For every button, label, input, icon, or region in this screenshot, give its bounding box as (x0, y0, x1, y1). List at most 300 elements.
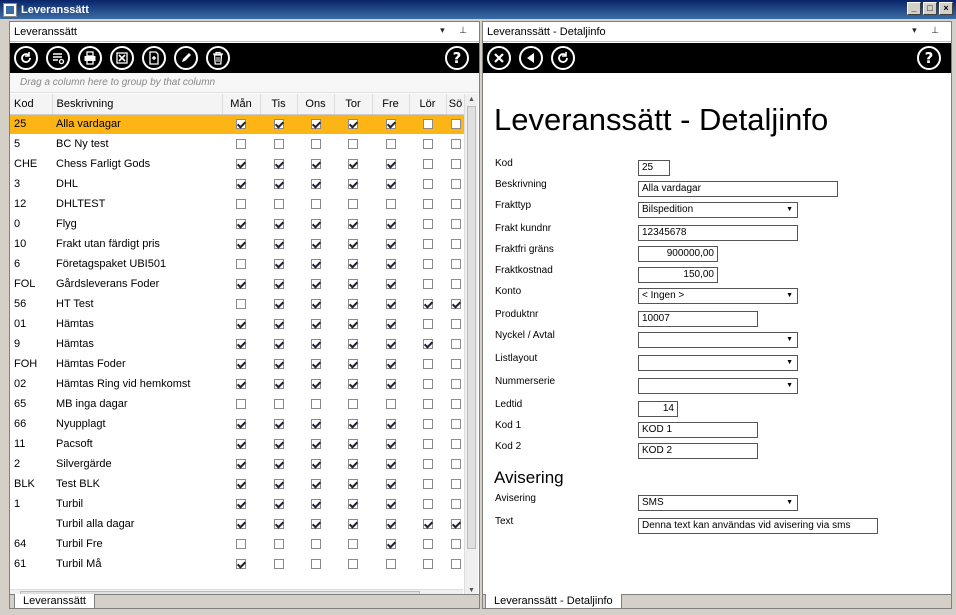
cell-day (260, 134, 297, 154)
day-checkbox[interactable] (348, 379, 358, 389)
day-checkbox[interactable] (348, 459, 358, 469)
day-checkbox[interactable] (236, 379, 246, 389)
day-checkbox[interactable] (236, 459, 246, 469)
day-checkbox[interactable] (236, 479, 246, 489)
day-checkbox[interactable] (274, 479, 284, 489)
day-checkbox[interactable] (423, 359, 433, 369)
cell-day (372, 554, 409, 574)
avisering-select[interactable]: SMS ▼ (638, 495, 798, 511)
scroll-thumb[interactable] (467, 106, 476, 549)
kod2-field[interactable]: KOD 2 (638, 443, 758, 459)
day-checkbox[interactable] (274, 219, 284, 229)
day-checkbox[interactable] (386, 239, 396, 249)
day-checkbox[interactable] (423, 519, 433, 529)
day-checkbox[interactable] (311, 539, 321, 549)
help-icon[interactable]: ? (445, 46, 469, 70)
column-header[interactable]: Mån (222, 94, 260, 114)
day-checkbox[interactable] (386, 259, 396, 269)
day-checkbox[interactable] (423, 479, 433, 489)
close-button[interactable]: × (939, 2, 953, 15)
cell-kod: 65 (14, 398, 27, 410)
day-checkbox[interactable] (386, 439, 396, 449)
day-checkbox[interactable] (348, 479, 358, 489)
day-checkbox[interactable] (311, 259, 321, 269)
day-checkbox[interactable] (451, 459, 461, 469)
column-header[interactable]: Lör (409, 94, 446, 114)
list-settings-icon[interactable] (46, 46, 70, 70)
table-row[interactable] (10, 454, 465, 474)
cell-beskrivning: Hämtas (56, 318, 94, 330)
day-checkbox[interactable] (311, 159, 321, 169)
day-checkbox[interactable] (423, 379, 433, 389)
day-checkbox[interactable] (311, 319, 321, 329)
day-checkbox[interactable] (386, 359, 396, 369)
day-checkbox[interactable] (386, 299, 396, 309)
day-checkbox[interactable] (311, 479, 321, 489)
table-row[interactable] (10, 414, 465, 434)
day-checkbox[interactable] (423, 159, 433, 169)
nummerserie-select[interactable] (638, 378, 798, 394)
day-checkbox[interactable] (451, 379, 461, 389)
close-icon[interactable] (487, 46, 511, 70)
day-checkbox[interactable] (311, 139, 321, 149)
cell-day (409, 234, 446, 254)
day-checkbox[interactable] (451, 239, 461, 249)
day-checkbox[interactable] (423, 299, 433, 309)
day-checkbox[interactable] (311, 199, 321, 209)
day-checkbox[interactable] (423, 139, 433, 149)
print-icon[interactable] (78, 46, 102, 70)
day-checkbox[interactable] (451, 359, 461, 369)
cell-beskrivning: Chess Farligt Gods (56, 158, 151, 170)
day-checkbox[interactable] (236, 119, 246, 129)
day-checkbox[interactable] (348, 299, 358, 309)
cell-day (409, 294, 446, 314)
day-checkbox[interactable] (348, 259, 358, 269)
day-checkbox[interactable] (423, 279, 433, 289)
day-checkbox[interactable] (386, 399, 396, 409)
cell-day (409, 454, 446, 474)
table-row[interactable] (10, 494, 465, 514)
day-checkbox[interactable] (451, 159, 461, 169)
cell-day (446, 254, 465, 274)
cell-day (334, 174, 372, 194)
table-row[interactable] (10, 354, 465, 374)
column-header[interactable]: Kod (10, 94, 52, 114)
day-checkbox[interactable] (386, 499, 396, 509)
day-checkbox[interactable] (386, 419, 396, 429)
day-checkbox[interactable] (236, 519, 246, 529)
fraktfri-grans-field[interactable]: 900000,00 (638, 246, 718, 262)
day-checkbox[interactable] (386, 199, 396, 209)
day-checkbox[interactable] (311, 359, 321, 369)
table-row[interactable] (10, 214, 465, 234)
cell-day (297, 394, 334, 414)
cell-beskrivning: Turbil (56, 498, 84, 510)
cell-day (334, 334, 372, 354)
day-checkbox[interactable] (386, 519, 396, 529)
cell-day (222, 114, 260, 134)
cell-day (297, 494, 334, 514)
ledtid-field[interactable]: 14 (638, 401, 678, 417)
cell-day (372, 114, 409, 134)
day-checkbox[interactable] (274, 359, 284, 369)
delete-icon[interactable] (206, 46, 230, 70)
day-checkbox[interactable] (386, 539, 396, 549)
cell-day (372, 134, 409, 154)
day-checkbox[interactable] (311, 459, 321, 469)
day-checkbox[interactable] (274, 519, 284, 529)
day-checkbox[interactable] (348, 519, 358, 529)
column-header[interactable]: Beskrivning (52, 94, 222, 114)
column-header[interactable]: Tis (260, 94, 297, 114)
day-checkbox[interactable] (386, 219, 396, 229)
day-checkbox[interactable] (348, 119, 358, 129)
table-row[interactable] (10, 154, 465, 174)
cell-beskrivning: Nyupplagt (56, 418, 106, 430)
refresh-detail-icon[interactable] (551, 46, 575, 70)
day-checkbox[interactable] (236, 419, 246, 429)
day-checkbox[interactable] (423, 399, 433, 409)
cell-day (297, 114, 334, 134)
new-document-icon[interactable] (142, 46, 166, 70)
cell-day (260, 214, 297, 234)
day-checkbox[interactable] (236, 139, 246, 149)
day-checkbox[interactable] (274, 539, 284, 549)
nyckel-avtal-select[interactable] (638, 332, 798, 348)
cell-day (297, 314, 334, 334)
day-checkbox[interactable] (386, 379, 396, 389)
day-checkbox[interactable] (348, 139, 358, 149)
day-checkbox[interactable] (274, 159, 284, 169)
day-checkbox[interactable] (274, 379, 284, 389)
column-header[interactable]: Sö (446, 94, 465, 114)
day-checkbox[interactable] (274, 179, 284, 189)
cell-day (297, 234, 334, 254)
cell-beskrivning: Turbil Fre (56, 538, 103, 550)
cell-day (260, 374, 297, 394)
cell-beskrivning: Pacsoft (56, 438, 93, 450)
cell-day (260, 114, 297, 134)
day-checkbox[interactable] (348, 159, 358, 169)
day-checkbox[interactable] (451, 219, 461, 229)
table-row[interactable] (10, 374, 465, 394)
day-checkbox[interactable] (451, 119, 461, 129)
table-row[interactable] (10, 254, 465, 274)
cell-day (446, 394, 465, 414)
label-text: Text (495, 516, 514, 527)
table-row[interactable] (10, 514, 465, 534)
produktnr-field[interactable]: 10007 (638, 311, 758, 327)
table-row[interactable] (10, 234, 465, 254)
day-checkbox[interactable] (423, 559, 433, 569)
cell-day (372, 274, 409, 294)
day-checkbox[interactable] (423, 499, 433, 509)
day-checkbox[interactable] (423, 319, 433, 329)
edit-icon[interactable] (174, 46, 198, 70)
day-checkbox[interactable] (451, 299, 461, 309)
cell-kod: 25 (10, 114, 52, 134)
cell-beskrivning: Flyg (56, 218, 77, 230)
day-checkbox[interactable] (274, 199, 284, 209)
excel-icon[interactable] (110, 46, 134, 70)
label-fraktfri-grans: Fraktfri gräns (495, 244, 554, 255)
day-checkbox[interactable] (236, 259, 246, 269)
column-header[interactable]: Fre (372, 94, 409, 114)
kod-field[interactable]: 25 (638, 160, 670, 176)
panel-pin-controls[interactable]: ▾ ⊥ (440, 25, 473, 35)
day-checkbox[interactable] (348, 439, 358, 449)
day-checkbox[interactable] (386, 279, 396, 289)
kod1-field[interactable]: KOD 1 (638, 422, 758, 438)
cell-day (372, 394, 409, 414)
day-checkbox[interactable] (274, 139, 284, 149)
maximize-button[interactable]: □ (923, 2, 937, 15)
fraktkostnad-field[interactable]: 150,00 (638, 267, 718, 283)
day-checkbox[interactable] (348, 219, 358, 229)
cell-beskrivning: Silvergärde (56, 458, 112, 470)
day-checkbox[interactable] (386, 319, 396, 329)
back-icon[interactable] (519, 46, 543, 70)
table-row[interactable] (10, 274, 465, 294)
table-row[interactable] (10, 194, 465, 214)
day-checkbox[interactable] (451, 439, 461, 449)
day-checkbox[interactable] (423, 539, 433, 549)
cell-kod: 11 (14, 438, 26, 450)
day-checkbox[interactable] (451, 179, 461, 189)
day-checkbox[interactable] (274, 319, 284, 329)
day-checkbox[interactable] (451, 499, 461, 509)
table-row[interactable] (10, 394, 465, 414)
group-by-area[interactable]: Drag a column here to group by that column (10, 73, 479, 93)
table-row[interactable] (10, 334, 465, 354)
cell-day (446, 494, 465, 514)
day-checkbox[interactable] (311, 439, 321, 449)
day-checkbox[interactable] (236, 359, 246, 369)
cell-day (372, 254, 409, 274)
cell-day (260, 334, 297, 354)
table-row[interactable] (10, 554, 465, 574)
day-checkbox[interactable] (311, 279, 321, 289)
table-row[interactable] (10, 434, 465, 454)
table-row[interactable] (10, 534, 465, 554)
day-checkbox[interactable] (311, 119, 321, 129)
cell-day (409, 154, 446, 174)
day-checkbox[interactable] (348, 539, 358, 549)
cell-kod: 12 (14, 198, 27, 210)
day-checkbox[interactable] (386, 559, 396, 569)
day-checkbox[interactable] (274, 499, 284, 509)
cell-day (297, 454, 334, 474)
day-checkbox[interactable] (451, 339, 461, 349)
cell-day (334, 534, 372, 554)
day-checkbox[interactable] (386, 119, 396, 129)
day-checkbox[interactable] (311, 379, 321, 389)
day-checkbox[interactable] (451, 419, 461, 429)
day-checkbox[interactable] (236, 199, 246, 209)
cell-day (409, 314, 446, 334)
day-checkbox[interactable] (423, 419, 433, 429)
day-checkbox[interactable] (386, 139, 396, 149)
day-checkbox[interactable] (348, 239, 358, 249)
day-checkbox[interactable] (348, 419, 358, 429)
day-checkbox[interactable] (236, 239, 246, 249)
day-checkbox[interactable] (423, 259, 433, 269)
day-checkbox[interactable] (386, 159, 396, 169)
day-checkbox[interactable] (311, 559, 321, 569)
cell-day (446, 534, 465, 554)
day-checkbox[interactable] (274, 399, 284, 409)
table-row[interactable] (10, 294, 465, 314)
day-checkbox[interactable] (348, 339, 358, 349)
day-checkbox[interactable] (236, 499, 246, 509)
day-checkbox[interactable] (423, 339, 433, 349)
detail-help-icon[interactable]: ? (917, 46, 941, 70)
day-checkbox[interactable] (451, 319, 461, 329)
refresh-icon[interactable] (14, 46, 38, 70)
cell-kod: 64 (14, 538, 27, 550)
day-checkbox[interactable] (423, 459, 433, 469)
cell-day (297, 134, 334, 154)
day-checkbox[interactable] (311, 219, 321, 229)
beskrivning-field[interactable]: Alla vardagar (638, 181, 838, 197)
scroll-up-icon[interactable]: ▲ (468, 96, 475, 103)
day-checkbox[interactable] (311, 239, 321, 249)
day-checkbox[interactable] (274, 419, 284, 429)
day-checkbox[interactable] (236, 179, 246, 189)
frakttyp-select[interactable]: Bilspedition ▼ (638, 202, 798, 218)
cell-day (222, 274, 260, 294)
list-panel (9, 21, 480, 609)
cell-kod: FOL (14, 278, 36, 290)
day-checkbox[interactable] (274, 279, 284, 289)
day-checkbox[interactable] (274, 239, 284, 249)
day-checkbox[interactable] (348, 399, 358, 409)
day-checkbox[interactable] (236, 399, 246, 409)
text-field[interactable]: Denna text kan användas vid avisering via sms (638, 518, 878, 534)
day-checkbox[interactable] (348, 179, 358, 189)
cell-day (409, 414, 446, 434)
day-checkbox[interactable] (386, 339, 396, 349)
day-checkbox[interactable] (236, 439, 246, 449)
minimize-button[interactable]: _ (907, 2, 921, 15)
day-checkbox[interactable] (423, 199, 433, 209)
cell-day (260, 414, 297, 434)
table-row[interactable] (10, 474, 465, 494)
day-checkbox[interactable] (274, 119, 284, 129)
day-checkbox[interactable] (451, 559, 461, 569)
day-checkbox[interactable] (348, 279, 358, 289)
label-nummerserie: Nummerserie (495, 376, 556, 387)
cell-kod: 2 (14, 458, 21, 470)
day-checkbox[interactable] (386, 459, 396, 469)
day-checkbox[interactable] (311, 419, 321, 429)
day-checkbox[interactable] (423, 219, 433, 229)
day-checkbox[interactable] (451, 519, 461, 529)
day-checkbox[interactable] (236, 319, 246, 329)
day-checkbox[interactable] (386, 179, 396, 189)
day-checkbox[interactable] (451, 539, 461, 549)
day-checkbox[interactable] (274, 259, 284, 269)
cell-kod: 3 (14, 178, 21, 190)
day-checkbox[interactable] (451, 139, 461, 149)
day-checkbox[interactable] (423, 119, 433, 129)
cell-day (334, 554, 372, 574)
table-row[interactable] (10, 114, 465, 134)
day-checkbox[interactable] (451, 279, 461, 289)
day-checkbox[interactable] (274, 459, 284, 469)
detail-pin-controls[interactable]: ▾ ⊥ (912, 25, 945, 35)
day-checkbox[interactable] (348, 319, 358, 329)
label-frakttyp: Frakttyp (495, 200, 532, 211)
day-checkbox[interactable] (348, 359, 358, 369)
label-kod1: Kod 1 (495, 420, 522, 431)
cell-day (222, 214, 260, 234)
day-checkbox[interactable] (236, 539, 246, 549)
day-checkbox[interactable] (236, 299, 246, 309)
cell-kod: 1 (14, 498, 21, 510)
day-checkbox[interactable] (274, 559, 284, 569)
day-checkbox[interactable] (274, 299, 284, 309)
day-checkbox[interactable] (311, 519, 321, 529)
scroll-down-icon[interactable]: ▼ (468, 587, 475, 594)
table-row[interactable] (10, 134, 465, 154)
day-checkbox[interactable] (423, 439, 433, 449)
day-checkbox[interactable] (423, 179, 433, 189)
cell-day (372, 454, 409, 474)
day-checkbox[interactable] (274, 439, 284, 449)
table-row[interactable] (10, 174, 465, 194)
tab-detaljinfo[interactable]: Leveranssätt - Detaljinfo (485, 594, 622, 609)
day-checkbox[interactable] (451, 199, 461, 209)
day-checkbox[interactable] (348, 559, 358, 569)
day-checkbox[interactable] (451, 259, 461, 269)
cell-day (260, 514, 297, 534)
day-checkbox[interactable] (451, 479, 461, 489)
day-checkbox[interactable] (236, 339, 246, 349)
day-checkbox[interactable] (311, 339, 321, 349)
day-checkbox[interactable] (311, 499, 321, 509)
cell-day (222, 334, 260, 354)
day-checkbox[interactable] (236, 279, 246, 289)
day-checkbox[interactable] (348, 499, 358, 509)
vertical-scrollbar[interactable] (464, 94, 478, 597)
table-row[interactable] (10, 314, 465, 334)
konto-select[interactable]: < Ingen > ▼ (638, 288, 798, 304)
cell-day (222, 454, 260, 474)
cell-day (222, 154, 260, 174)
day-checkbox[interactable] (311, 299, 321, 309)
column-header[interactable]: Tor (334, 94, 372, 114)
listlayout-select[interactable] (638, 355, 798, 371)
tab-leveranssatt[interactable]: Leveranssätt (14, 594, 95, 609)
day-checkbox[interactable] (236, 159, 246, 169)
day-checkbox[interactable] (348, 199, 358, 209)
day-checkbox[interactable] (236, 559, 246, 569)
day-checkbox[interactable] (311, 179, 321, 189)
label-ledtid: Ledtid (495, 399, 523, 410)
column-header[interactable]: Ons (297, 94, 334, 114)
day-checkbox[interactable] (451, 399, 461, 409)
day-checkbox[interactable] (423, 239, 433, 249)
cell-day (334, 514, 372, 534)
day-checkbox[interactable] (386, 479, 396, 489)
day-checkbox[interactable] (236, 219, 246, 229)
day-checkbox[interactable] (274, 339, 284, 349)
cell-day (446, 554, 465, 574)
day-checkbox[interactable] (311, 399, 321, 409)
frakt-kundnr-field[interactable]: 12345678 (638, 225, 798, 241)
